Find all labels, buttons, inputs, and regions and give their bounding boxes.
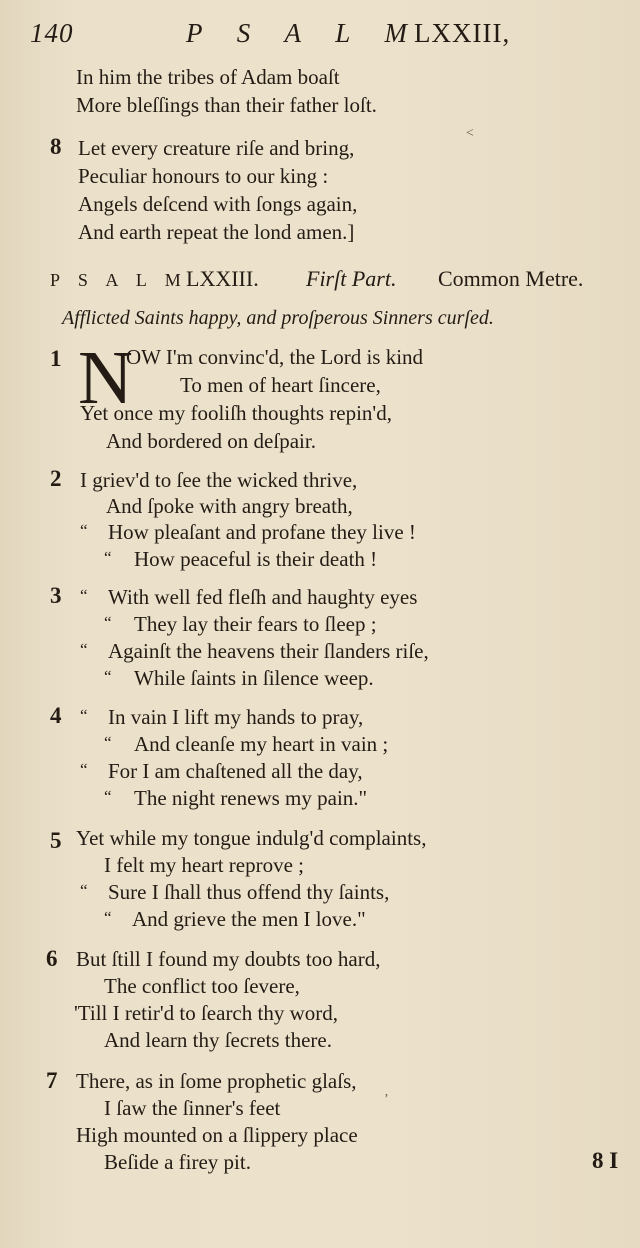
psalm-title-word: P S A L M [50,270,188,290]
quote-mark: “ [104,548,112,567]
quote-mark: “ [104,733,112,752]
stanza-line: I felt my heart reprove ; [104,853,304,877]
quote-mark: “ [80,640,88,659]
stanza-number: 1 [50,346,62,371]
stanza-line: The night renews my pain." [134,786,368,810]
stanza-line: And bordered on deſpair. [106,429,316,453]
running-title: P S A L M [186,18,422,48]
psalm-title-part: Firſt Part. [306,266,397,291]
ink-mark: ʼ [384,1092,389,1107]
stanza-line: I griev'd to ſee the wicked thrive, [80,468,358,492]
quote-mark: “ [80,881,88,900]
stanza-line: Againſt the heavens their ſlanders riſe, [108,639,429,663]
quote-mark: “ [80,586,88,605]
stanza-line: And cleanſe my heart in vain ; [134,732,389,756]
stanza-line: And grieve the men I love." [132,907,366,931]
quote-mark: “ [80,760,88,779]
stanza-number: 2 [50,466,62,491]
stanza-line: To men of heart ſincere, [180,373,381,397]
verse-line: And earth repeat the lond amen.] [78,220,355,244]
stanza-line: While ſaints in ſilence weep. [134,666,374,690]
stanza-line: But ſtill I found my doubts too hard, [76,947,381,971]
verse-line: Let every creature riſe and bring, [78,136,355,160]
stanza-line: They lay their fears to ſleep ; [134,612,377,636]
stanza-number: 4 [50,703,62,728]
stanza-line: OW I'm convinc'd, the Lord is kind [126,345,424,369]
psalm-subtitle: Afflicted Saints happy, and proſperous Sinners curſed. [62,307,494,329]
continuation-line: In him the tribes of Adam boaſt [76,65,340,89]
stanza-line: With well fed fleſh and haughty eyes [108,585,418,609]
stanza-line: High mounted on a ſlippery place [76,1123,358,1147]
quote-mark: “ [104,908,112,927]
stanza-line: Yet while my tongue indulg'd complaints, [76,826,427,850]
stanza-line: Yet once my fooliſh thoughts repin'd, [80,401,392,425]
quote-mark: “ [104,613,112,632]
catchword: 8 I [592,1148,619,1173]
quote-mark: “ [80,521,88,540]
stanza-number: 5 [50,828,62,853]
verse-line: Peculiar honours to our king : [78,164,329,188]
quote-mark: “ [104,667,112,686]
stanza-line: How peaceful is their death ! [134,547,378,571]
verse-number: 8 [50,134,62,159]
verse-line: Angels deſcend with ſongs again, [78,192,358,216]
page-number: 140 [30,18,74,48]
stanza-line: There, as in ſome prophetic glaſs, [76,1069,357,1093]
stanza-line: And ſpoke with angry breath, [106,494,353,518]
continuation-line: More bleſſings than their father loſt. [76,93,377,117]
stanza-line: Sure I ſhall thus offend thy ſaints, [108,880,390,904]
stanza-line: Beſide a firey pit. [104,1150,251,1174]
psalm-title-number: LXXIII. [186,266,259,291]
stanza-line: For I am chaſtened all the day, [108,759,363,783]
stanza-number: 3 [50,583,62,608]
stanza-number: 7 [46,1068,58,1093]
stanza-line: In vain I lift my hands to pray, [108,705,364,729]
running-title-number: LXXIII, [414,18,511,48]
stanza-line: How pleaſant and profane they live ! [108,520,416,544]
quote-mark: “ [104,787,112,806]
psalm-title-metre: Common Metre. [438,266,584,291]
drop-cap: N [78,336,133,420]
quote-mark: “ [80,706,88,725]
stanza-number: 6 [46,946,58,971]
stanza-line: I ſaw the ſinner's feet [104,1096,281,1120]
stanza-line: And learn thy ſecrets there. [104,1028,332,1052]
ink-mark: < [466,126,474,141]
stanza-line: 'Till I retir'd to ſearch thy word, [74,1001,338,1025]
stanza-line: The conflict too ſevere, [104,974,300,998]
